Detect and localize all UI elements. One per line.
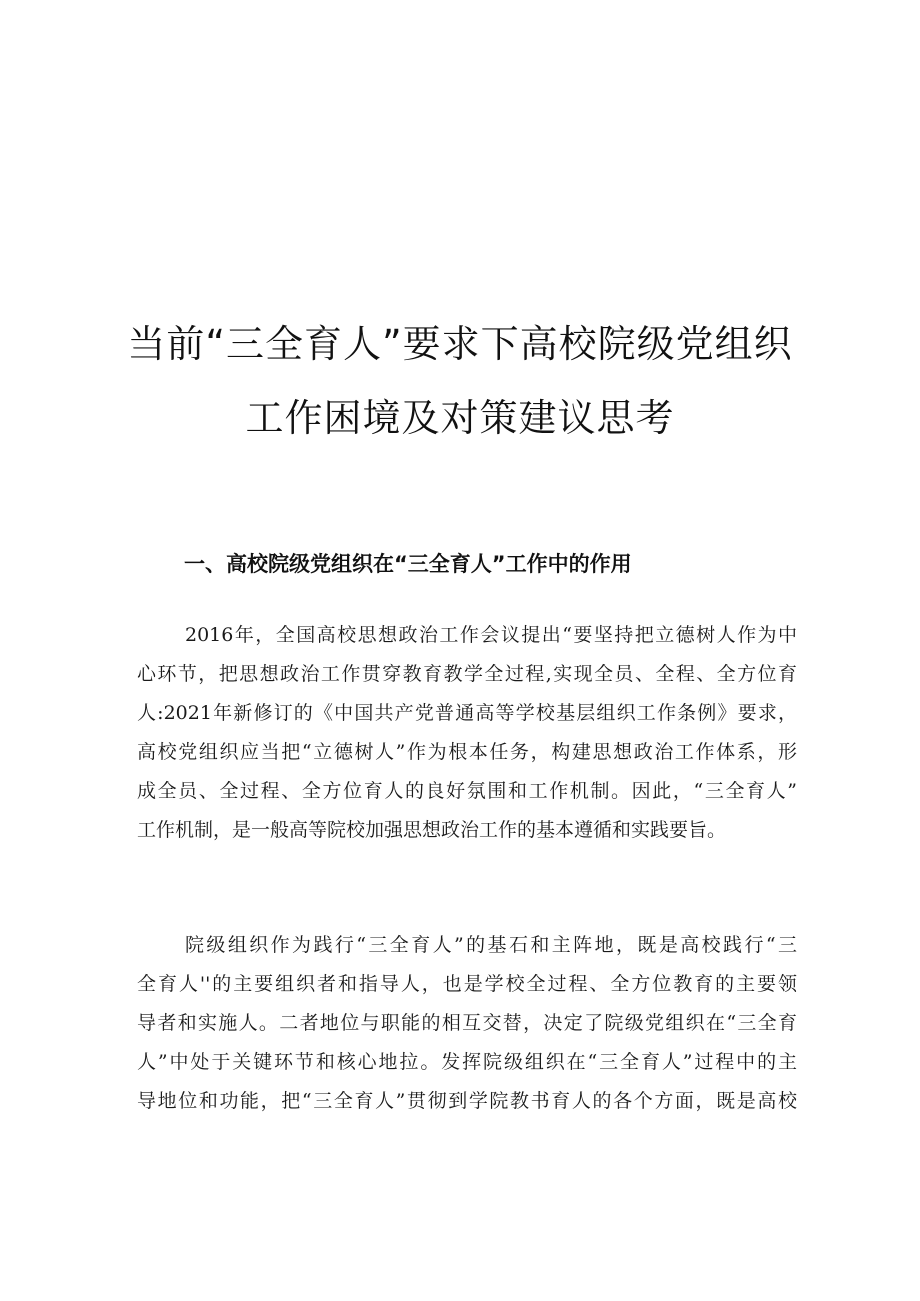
paragraph-line: 成全员、全过程、全方位育人的良好氛围和工作机制。因此，“三全育人” [137,780,797,802]
paragraph-2 [137,926,797,1121]
paragraph-line: 人”中处于关键环节和核心地拉。发挥院级组织在“三全育人”过程中的主 [137,1051,797,1073]
paragraph-line: 院级组织作为践行“三全育人”的基石和主阵地，既是高校践行“三 [185,934,797,956]
paragraph-line: 导者和实施人。二者地位与职能的相互交替，决定了院级党组织在“三全育 [137,1012,797,1034]
paragraph-1 [137,616,797,850]
paragraph-line: 高校党组织应当把“立德树人”作为根本任务，构建思想政治工作体系，形 [137,741,797,763]
paragraph-line: 工作机制，是一般高等院校加强思想政治工作的基本遵循和实践要旨。 [137,819,727,841]
paragraph-line: 2016年，全国高校思想政治工作会议提出“要坚持把立德树人作为中 [185,624,797,646]
document-title-line-2: 工作困境及对策建议思考 [245,396,675,440]
section-heading: 一、高校院级党组织在“三全育人”工作中的作用 [184,552,632,576]
paragraph-line: 全育人''的主要组织者和指导人，也是学校全过程、全方位教育的主要领 [137,973,797,995]
document-title-line-1: 当前“三全育人”要求下高校院级党组织 [127,322,793,366]
paragraph-line: 导地位和功能，把“三全育人”贯彻到学院教书育人的各个方面，既是高校 [137,1090,797,1112]
paragraph-line: 人:2021年新修订的《中国共产党普通高等学校基层组织工作条例》要求， [137,702,797,724]
paragraph-line: 心环节，把思想政治工作贯穿教育教学全过程,实现全员、全程、全方位育 [137,663,797,685]
